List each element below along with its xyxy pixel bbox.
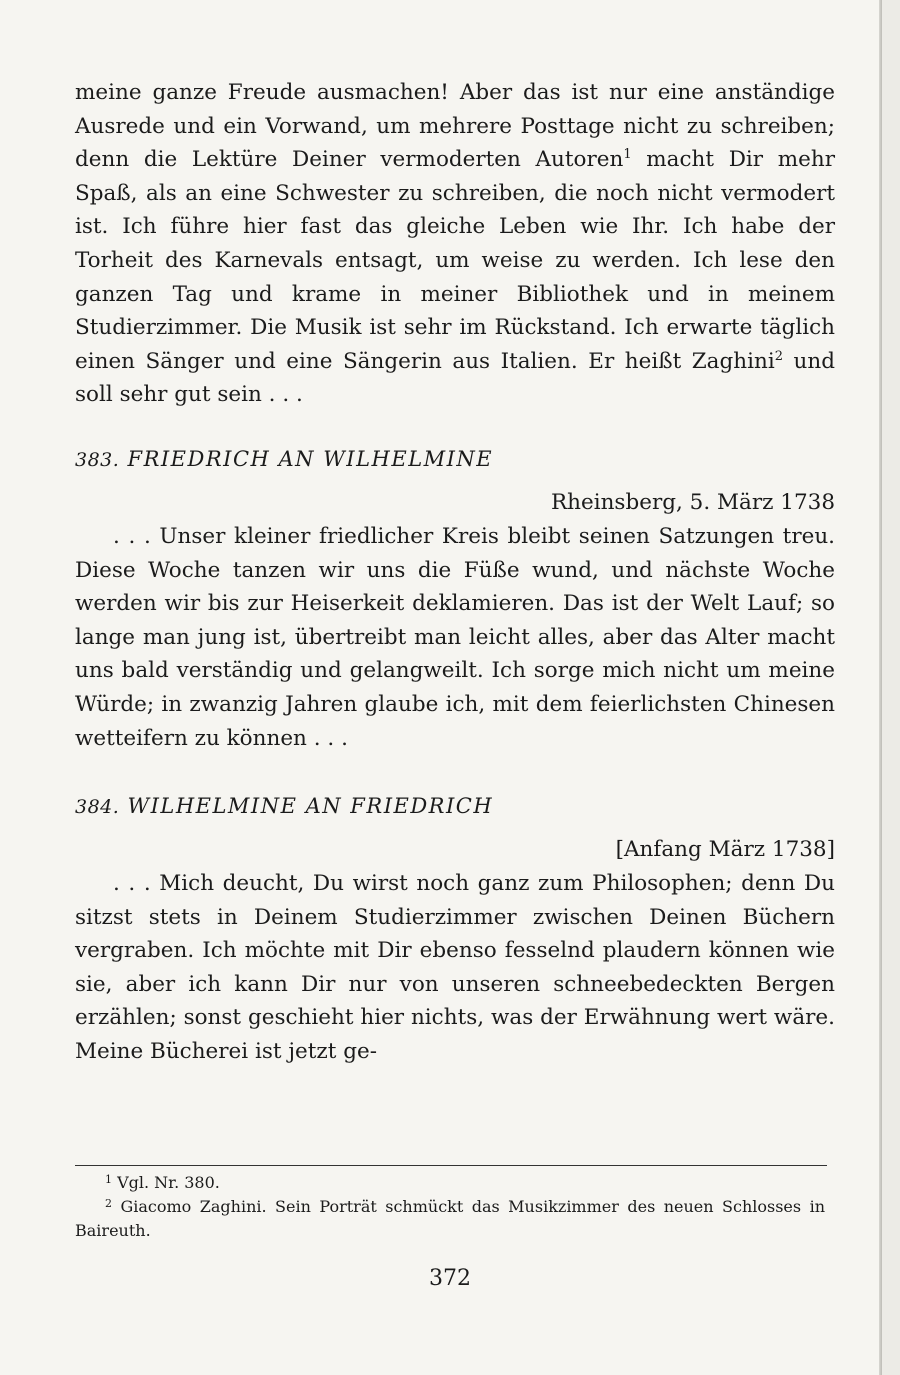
footnote-1 — [75, 1171, 825, 1195]
page-edge — [879, 0, 882, 1375]
intro-text-b: macht Dir mehr Spaß, als an eine Schwester zu schreiben, die noch nicht vermodert ist. Ich führe hier fast das gleiche Leben wie Ihr. Ich habe der Torheit des Karnevals entsagt, um weise zu werden. Ich lese den ganzen Tag und krame in meiner Bibliothek und in meinem Studierzimmer. Die Musik ist sehr im Rückstand. Ich erwarte täglich einen Sänger und eine Sängerin aus Italien. Er heißt Zaghini — [75, 147, 835, 374]
footnote-ref-2: 2 — [774, 348, 783, 364]
page-content — [75, 76, 835, 1069]
intro-text-a: meine ganze Freude ausmachen! Aber das ist nur eine anständige Ausrede und ein Vorwand, um mehrere Posttage nicht zu schreiben; denn die Lektüre Deiner vermoderten Autoren — [75, 80, 835, 173]
footnote-rule — [75, 1165, 827, 1166]
letter-383-dateline: Rheinsberg, 5. März 1738 — [550, 489, 835, 515]
letter-383-body: . . . Unser kleiner friedlicher Kreis bleibt seinen Satzungen treu. Diese Woche tanzen wir uns die Füße wund, und nächste Woche werden wir bis zur Heiserkeit deklamieren. Das ist der Welt Lauf; so lange man jung ist, übertreibt man leicht alles, aber das Alter macht uns bald verständig und gelangweilt. Ich sorge mich nicht um meine Würde; in zwanzig Jahren glaube ich, mit dem feierlichsten Chinesen wetteifern zu können . . . — [75, 523, 835, 751]
page-number: 372 — [429, 1266, 471, 1291]
footnote-1-mark: 1 — [105, 1173, 112, 1186]
letter-384-title: WILHELMINE AN FRIEDRICH — [127, 794, 494, 819]
letter-384-body: . . . Mich deucht, Du wirst noch ganz zum Philosophen; denn Du sitzst stets in Deinem Studierzimmer zwischen Deinen Büchern vergraben. Ich möchte mit Dir ebenso fesselnd plaudern können wie sie, aber ich kann Dir nur von unseren schneebedeckten Bergen erzählen; sonst geschieht hier nichts, was der Erwähnung wert wäre. Meine Bücherei ist jetzt ge- — [75, 871, 835, 1065]
footnote-ref-1: 1 — [623, 147, 632, 163]
footnote-2-text: Giacomo Zaghini. Sein Porträt schmückt das Musikzimmer des neuen Schlosses in Baireuth. — [75, 1197, 825, 1240]
intro-paragraph — [75, 76, 835, 412]
footnote-2-mark: 2 — [105, 1197, 112, 1210]
footnote-1-text: Vgl. Nr. 380. — [112, 1173, 220, 1192]
intro-text-c: und soll sehr gut sein . . . — [75, 348, 835, 408]
letter-383-title: FRIEDRICH AN WILHELMINE — [127, 446, 494, 471]
letter-384-number: 384. — [75, 796, 120, 819]
footnotes — [75, 1171, 825, 1243]
page-edge-shadow — [882, 0, 900, 1375]
letter-383-number: 383. — [75, 448, 120, 471]
footnote-2 — [75, 1195, 825, 1243]
letter-384-dateline: [Anfang März 1738] — [615, 837, 835, 863]
letter-383-heading — [75, 442, 835, 477]
letter-384-heading — [75, 789, 835, 824]
